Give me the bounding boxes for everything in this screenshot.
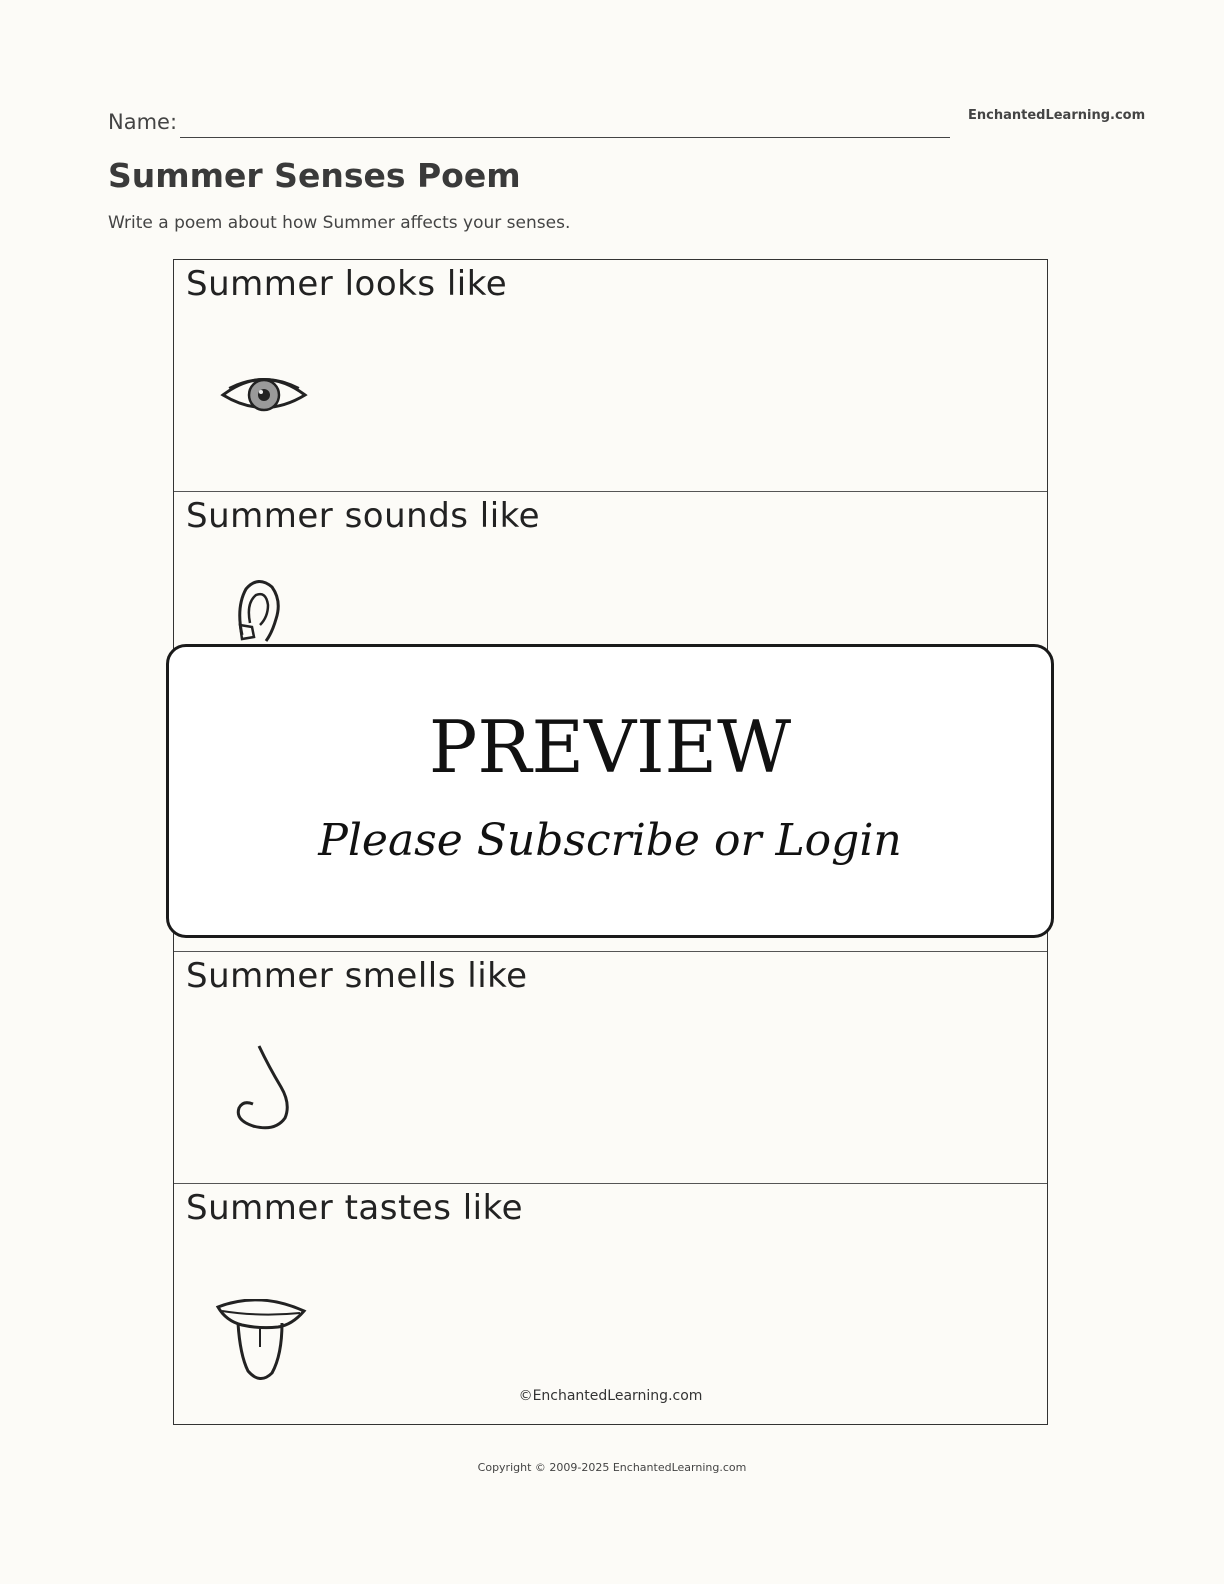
preview-title: PREVIEW (428, 705, 792, 789)
subscribe-login-prompt[interactable]: Please Subscribe or Login (318, 815, 902, 866)
page-title: Summer Senses Poem (108, 156, 521, 195)
site-name: EnchantedLearning.com (968, 108, 1146, 123)
name-label: Name: (108, 110, 178, 134)
row-label: Summer tastes like (186, 1188, 524, 1228)
sheet-copyright: ©EnchantedLearning.com (518, 1388, 703, 1404)
tongue-icon (214, 1299, 309, 1384)
page-subtitle: Write a poem about how Summer affects your senses. (108, 213, 571, 233)
nose-icon (229, 1042, 294, 1132)
row-tastes (174, 1184, 1047, 1424)
row-label: Summer looks like (186, 264, 508, 304)
footer-copyright: Copyright © 2009-2025 EnchantedLearning.com (477, 1461, 747, 1474)
ear-icon (232, 577, 282, 647)
row-looks (174, 260, 1047, 492)
name-field-line[interactable] (180, 137, 950, 138)
row-label: Summer smells like (186, 956, 528, 996)
preview-overlay[interactable] (166, 644, 1054, 938)
row-smells (174, 952, 1047, 1184)
row-label: Summer sounds like (186, 496, 541, 536)
eye-icon (219, 370, 309, 420)
